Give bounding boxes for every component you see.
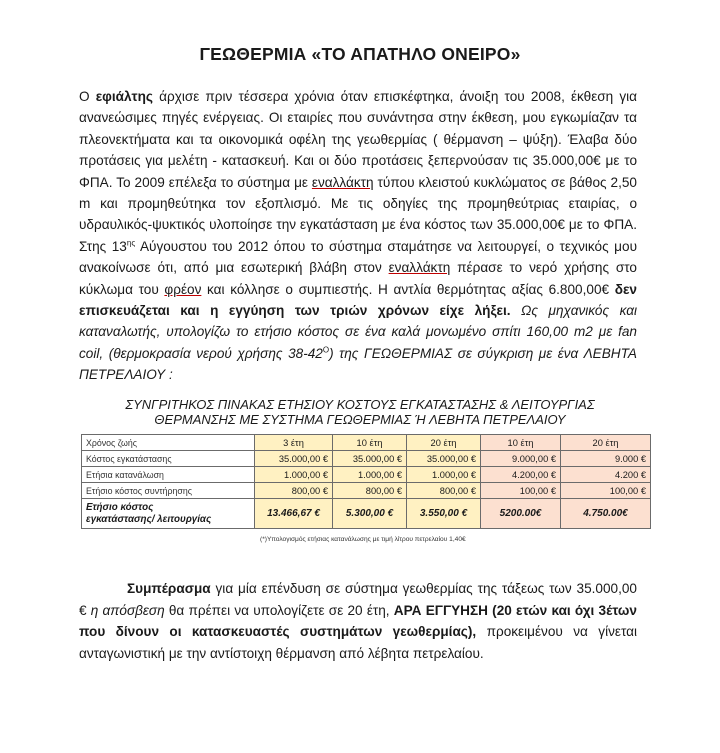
- header-cell-geo-10y: 10 έτη: [333, 435, 407, 451]
- conclusion-bold-warranty: ΑΡΑ ΕΓΓΥΗΣΗ (20 ετών και όχι 3έτων που δίνουν οι κατασκευαστές συστημάτων γεωθερμίας),: [79, 602, 637, 640]
- table-cell: 800,00 €: [333, 483, 407, 499]
- conclusion-text-3: προκειμένου να γίνεται ανταγωνιστική με την αντίστοιχη θέρμανση από λέβητα πετρελαίου.: [79, 624, 637, 661]
- conclusion-text-2: θα πρέπει να υπολογίζετε σε 20 έτη,: [164, 602, 394, 618]
- total-label-line-2: εγκατάστασης/ λειτουργίας: [86, 513, 212, 525]
- table-cell: 9.000,00 €: [481, 451, 561, 467]
- table-title-line-1: ΣΥΝΓΡΙΤΗΚΟΣ ΠΙΝΑΚΑΣ ΕΤΗΣΙΟΥ ΚΟΣΤΟΥΣ ΕΓΚΑΤΑΣΤΑΣΗΣ & ΛΕΙΤΟΥΡΓΙΑΣ: [125, 397, 595, 412]
- intro-text-2: άρχισε πριν τέσσερα χρόνια όταν επισκέφτηκα, άνοιξη του 2008, έκθεση για ανανεώσιμες πηγές ενέργειας. Οι εταιρίες που συνάντησα στην έκθεση, μου εγκωμίαζαν τα πλεονεκτήματα και τα οικονομικά οφέλη της γεωθερμίας ( θέρμανση – ψύξη). Έλαβα δύο προτάσεις για μελέτη - κατασκευή. Και οι δύο προτάσεις ξεπερνούσαν τις 35.000,00€ με το ΦΠΑ. Το 2009 επέλεξα το σύστημα με: [79, 89, 637, 190]
- table-footnote: (*)Υπολογισμός ετήσιας κατανάλωσης με τιμή λίτρου πετρελαίου 1,40€: [260, 536, 466, 543]
- table-cell: 4.200 €: [561, 467, 651, 483]
- intro-superscript-degree: O: [322, 345, 330, 355]
- intro-underlined-freon: φρέον: [164, 281, 202, 297]
- table-total-row: [82, 499, 651, 529]
- table-cell: 35.000,00 €: [255, 451, 333, 467]
- table-cell: 800,00 €: [407, 483, 481, 499]
- row-label-maintenance-cost: Ετήσιο κόστος συντήρησης: [82, 483, 255, 499]
- intro-underlined-exchanger-2: εναλλάκτη: [388, 260, 451, 276]
- row-label-annual-consumption: Ετήσια κατανάλωση: [82, 467, 255, 483]
- intro-superscript-day: ης: [126, 238, 136, 248]
- intro-text-3: τύπου κλειστού κυκλώματος σε βάθος 2,50 m και προμηθεύτηκα τον εξοπλισμό. Με τις οδηγίες της προμηθεύτριας εταιρίας, ο υδραυλικός-ψυκτικός υλοποίησε την εγκατάσταση με ένα κόστος των 35.000,00€ με το ΦΠΑ. Στης 13: [79, 174, 637, 254]
- table-cell: 1.000,00 €: [407, 467, 481, 483]
- table-cell: 800,00 €: [255, 483, 333, 499]
- total-cell-oil-20y: 4.750.00€: [561, 499, 651, 529]
- table-cell: 35.000,00 €: [407, 451, 481, 467]
- table-header-row: [82, 435, 651, 451]
- conclusion-italic-amortization: η απόσβεση: [90, 602, 165, 618]
- table-title: [60, 397, 660, 427]
- header-cell-geo-3y: 3 έτη: [255, 435, 333, 451]
- table-title-line-2: ΘΕΡΜΑΝΣΗΣ ΜΕ ΣΥΣΤΗΜΑ ΓΕΩΘΕΡΜΙΑΣ Ή ΛΕΒΗΤΑ ΠΕΤΡΕΛΑΙΟΥ: [154, 412, 566, 427]
- table-cell: 1.000,00 €: [255, 467, 333, 483]
- row-label-total: [82, 499, 255, 529]
- total-cell-oil-10y: 5200.00€: [481, 499, 561, 529]
- header-cell-lifetime: Χρόνος ζωής: [82, 435, 255, 451]
- conclusion-bold-heading: Συμπέρασμα: [127, 581, 211, 596]
- conclusion-text-1: για μία επένδυση σε σύστημα γεωθερμίας της τάξεως των 35.000,00 €: [79, 581, 637, 618]
- total-cell-geo-20y: 3.550,00 €: [407, 499, 481, 529]
- intro-text-6: και κόλλησε ο συμπιεστής. Η αντλία θερμότητας αξίας 6.800,00€: [201, 281, 615, 297]
- document-title: ΓΕΩΘΕΡΜΙΑ «ΤΟ ΑΠΑΤΗΛΟ ΟΝΕΙΡΟ»: [199, 44, 521, 64]
- table-cell: 35.000,00 €: [333, 451, 407, 467]
- cost-comparison-table: [81, 434, 651, 529]
- intro-text-5: πέρασε το νερό χρήσης στο κύκλωμα του: [79, 260, 637, 297]
- intro-text-1: Ο: [79, 89, 96, 104]
- header-cell-oil-10y: 10 έτη: [481, 435, 561, 451]
- table-cell: 4.200,00 €: [481, 467, 561, 483]
- intro-bold-nightmare: εφιάλτης: [95, 89, 153, 104]
- total-cell-geo-3y: 13.466,67 €: [255, 499, 333, 529]
- header-cell-oil-20y: 20 έτη: [561, 435, 651, 451]
- total-label-line-1: Ετήσιο κόστος: [86, 501, 154, 513]
- table-cell: 100,00 €: [561, 483, 651, 499]
- intro-paragraph: [79, 86, 637, 386]
- conclusion-paragraph: [79, 578, 637, 664]
- header-cell-geo-20y: 20 έτη: [407, 435, 481, 451]
- table-cell: 1.000,00 €: [333, 467, 407, 483]
- table-cell: 100,00 €: [481, 483, 561, 499]
- intro-bold-warranty: δεν επισκευάζεται και η εγγύηση των τριών χρόνων είχε λήξει.: [79, 281, 637, 319]
- row-label-installation-cost: Κόστος εγκατάστασης: [82, 451, 255, 467]
- intro-text-4: Αύγουστου του 2012 όπου το σύστημα σταμάτησε να λειτουργεί, ο τεχνικός μου ανακοίνωσε ότι, από μια εσωτερική βλάβη στον: [79, 238, 637, 276]
- intro-italic-1: Ως μηχανικός και καταναλωτής, υπολογίζω το ετήσιο κόστος σε ένα καλά μονωμένο σπίτι 160,00 m2 με fan coil, (θερμοκρασία νερού χρήσης 38-42: [79, 303, 637, 361]
- intro-underlined-exchanger-1: εναλλάκτη: [311, 174, 374, 190]
- table-row: [82, 451, 651, 467]
- total-cell-geo-10y: 5.300,00 €: [333, 499, 407, 529]
- table-row: [82, 483, 651, 499]
- table-cell: 9.000 €: [561, 451, 651, 467]
- intro-italic-2: ) της ΓΕΩΘΕΡΜΙΑΣ σε σύγκριση με ένα ΛΕΒΗΤΑ ΠΕΤΡΕΛΑΙΟΥ :: [79, 345, 637, 383]
- table-row: [82, 467, 651, 483]
